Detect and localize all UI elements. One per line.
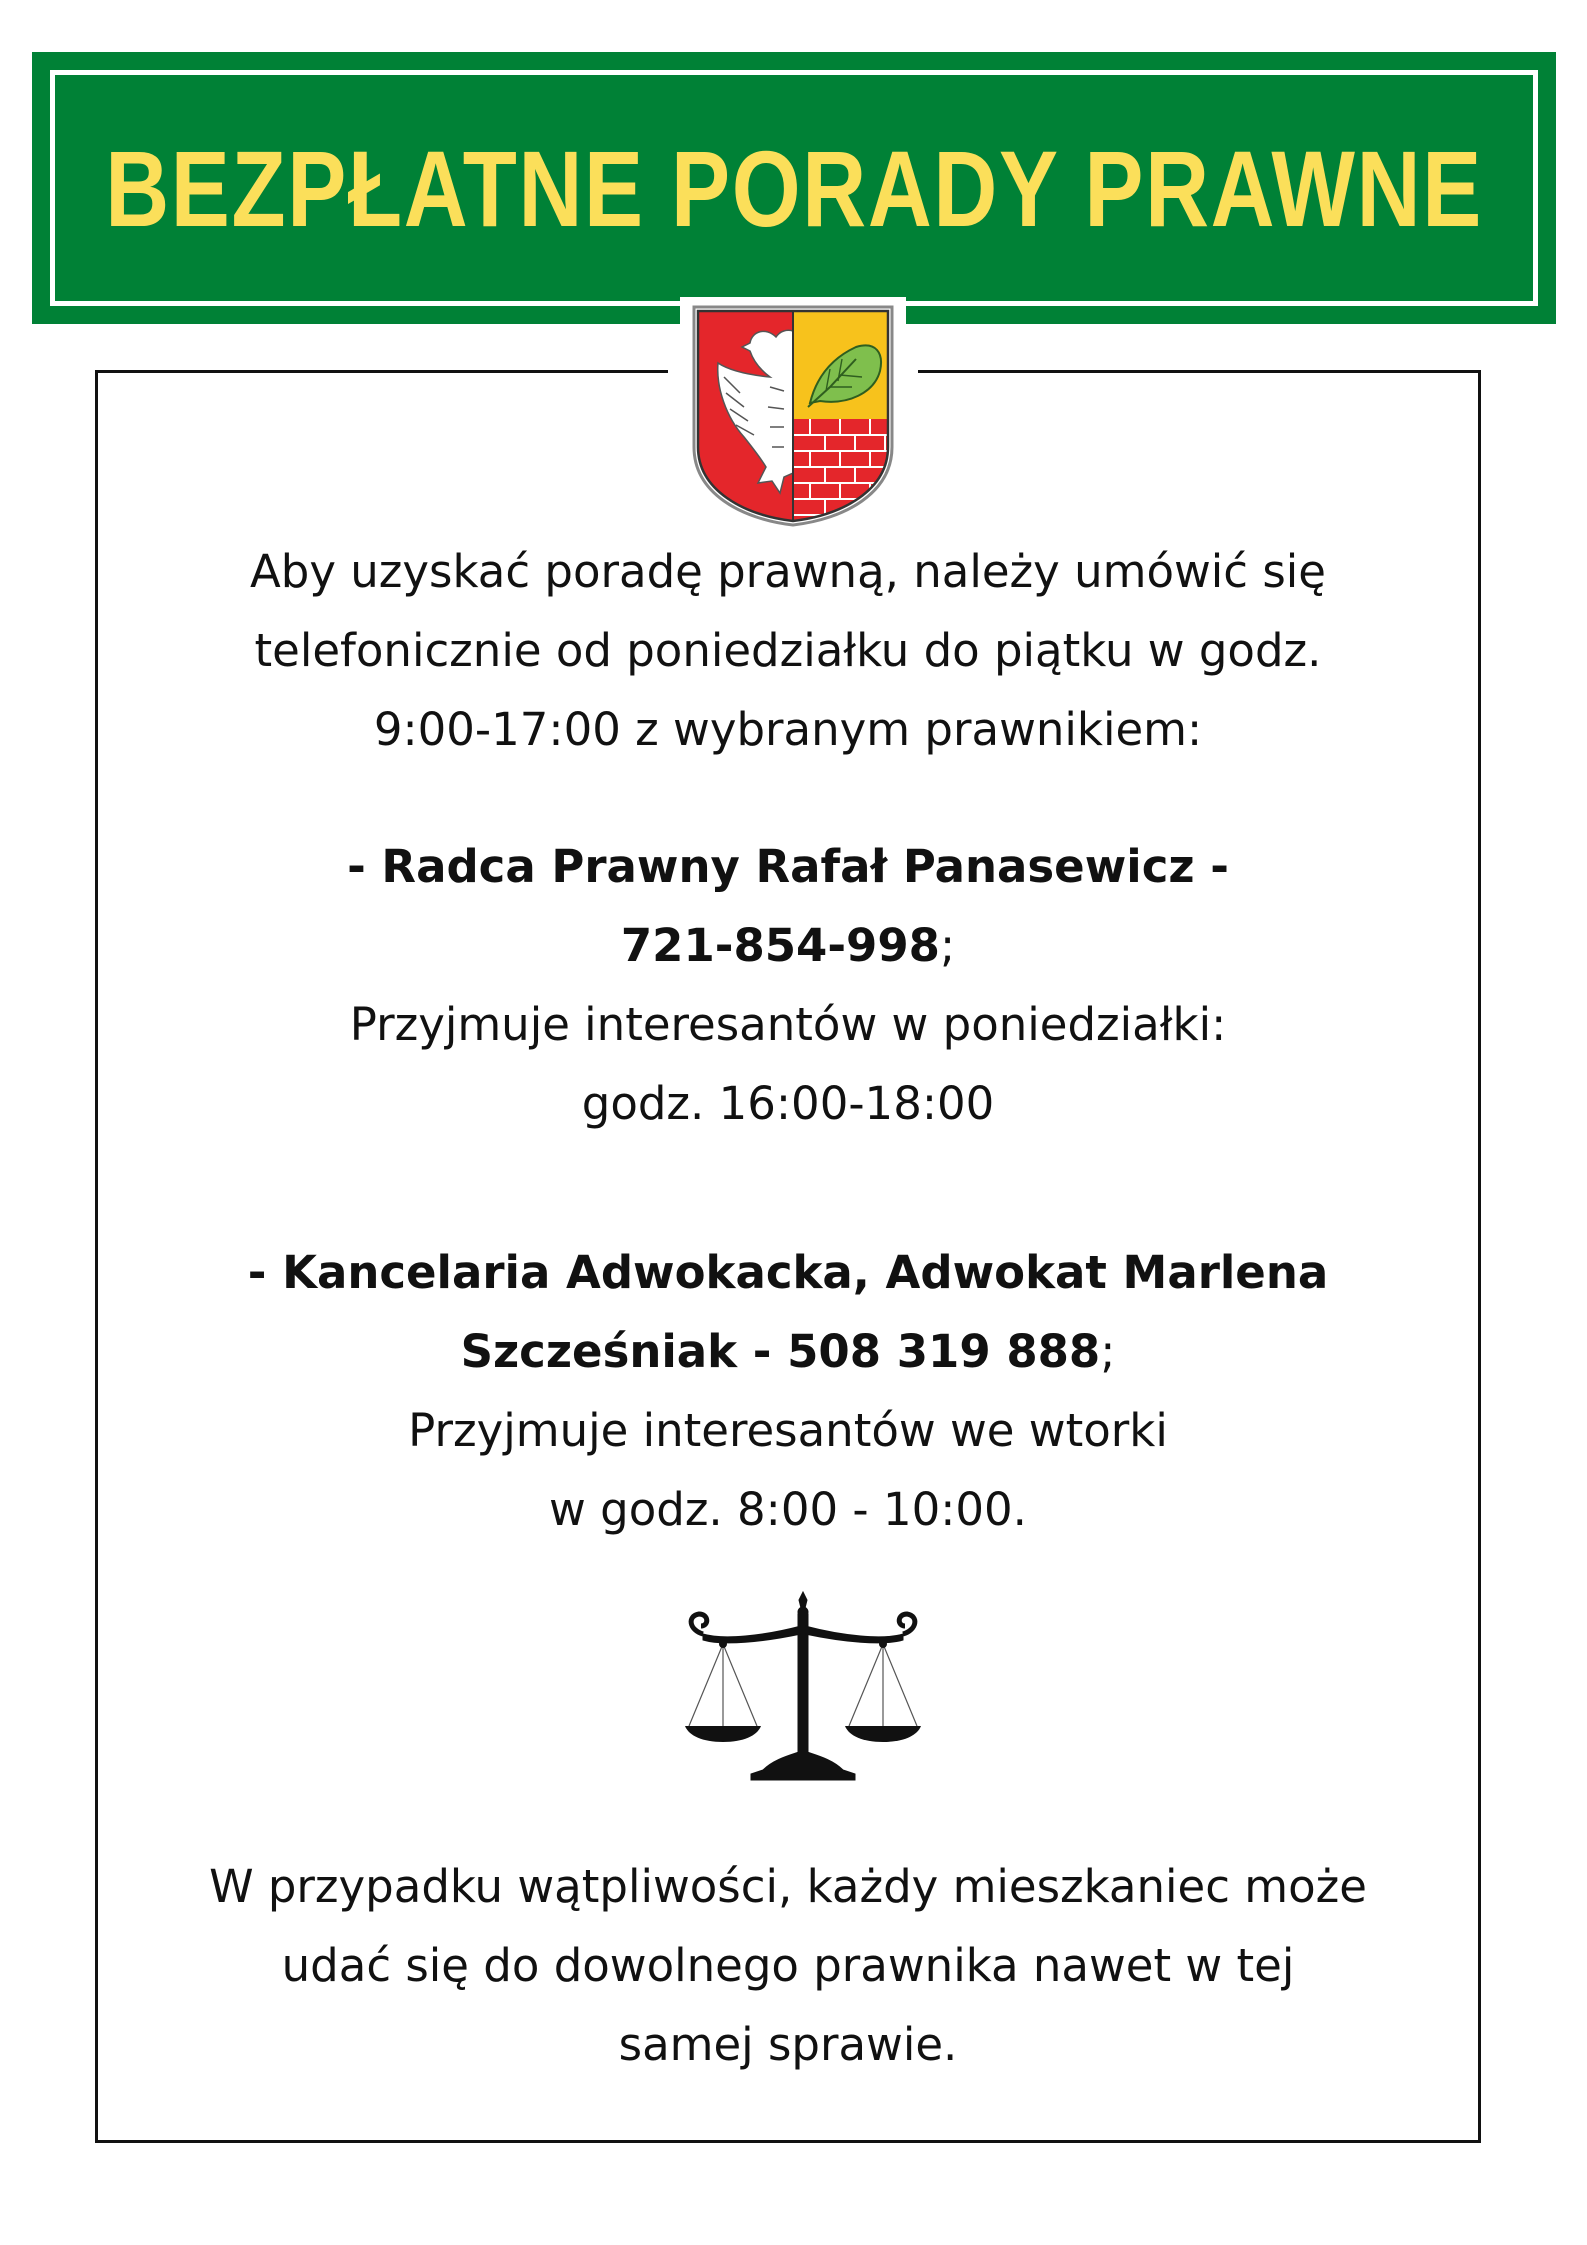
intro-line-3: 9:00-17:00 z wybranym prawnikiem:	[373, 703, 1203, 756]
lawyer-1-hours-1: Przyjmuje interesantów w poniedziałki:	[349, 998, 1227, 1051]
lawyer-2	[95, 1233, 1481, 1549]
lawyer-1	[95, 827, 1481, 1143]
intro-line-1: Aby uzyskać poradę prawną, należy umówić się	[250, 545, 1326, 598]
footer-line-1: W przypadku wątpliwości, każdy mieszkaniec może	[209, 1860, 1367, 1913]
footer-line-2: udać się do dowolnego prawnika nawet w tej	[281, 1939, 1295, 1992]
lawyer-1-name: - Radca Prawny Rafał Panasewicz -	[347, 840, 1229, 893]
header-banner-inner-border	[50, 70, 1538, 306]
lawyer-2-name-suffix: ;	[1100, 1325, 1116, 1378]
intro-line-2: telefonicznie od poniedziałku do piątku w godz.	[254, 624, 1322, 677]
lawyer-2-hours-2: w godz. 8:00 - 10:00.	[549, 1483, 1027, 1536]
lawyer-2-hours-1: Przyjmuje interesantów we wtorki	[408, 1404, 1168, 1457]
scales-of-justice-icon	[683, 1590, 923, 1790]
header-banner	[32, 52, 1556, 324]
lawyer-2-name-phone: Szcześniak - 508 319 888	[460, 1325, 1101, 1378]
lawyer-1-phone-suffix: ;	[939, 919, 956, 972]
lawyer-2-name: - Kancelaria Adwokacka, Adwokat Marlena	[247, 1246, 1329, 1299]
intro-text	[95, 532, 1481, 769]
footer-text	[95, 1847, 1481, 2084]
page-title: BEZPŁATNE PORADY PRAWNE	[105, 127, 1483, 249]
coat-of-arms-icon	[680, 297, 906, 529]
footer-line-3: samej sprawie.	[618, 2018, 958, 2071]
lawyer-1-phone: 721-854-998	[620, 919, 940, 972]
lawyer-1-hours-2: godz. 16:00-18:00	[581, 1077, 995, 1130]
